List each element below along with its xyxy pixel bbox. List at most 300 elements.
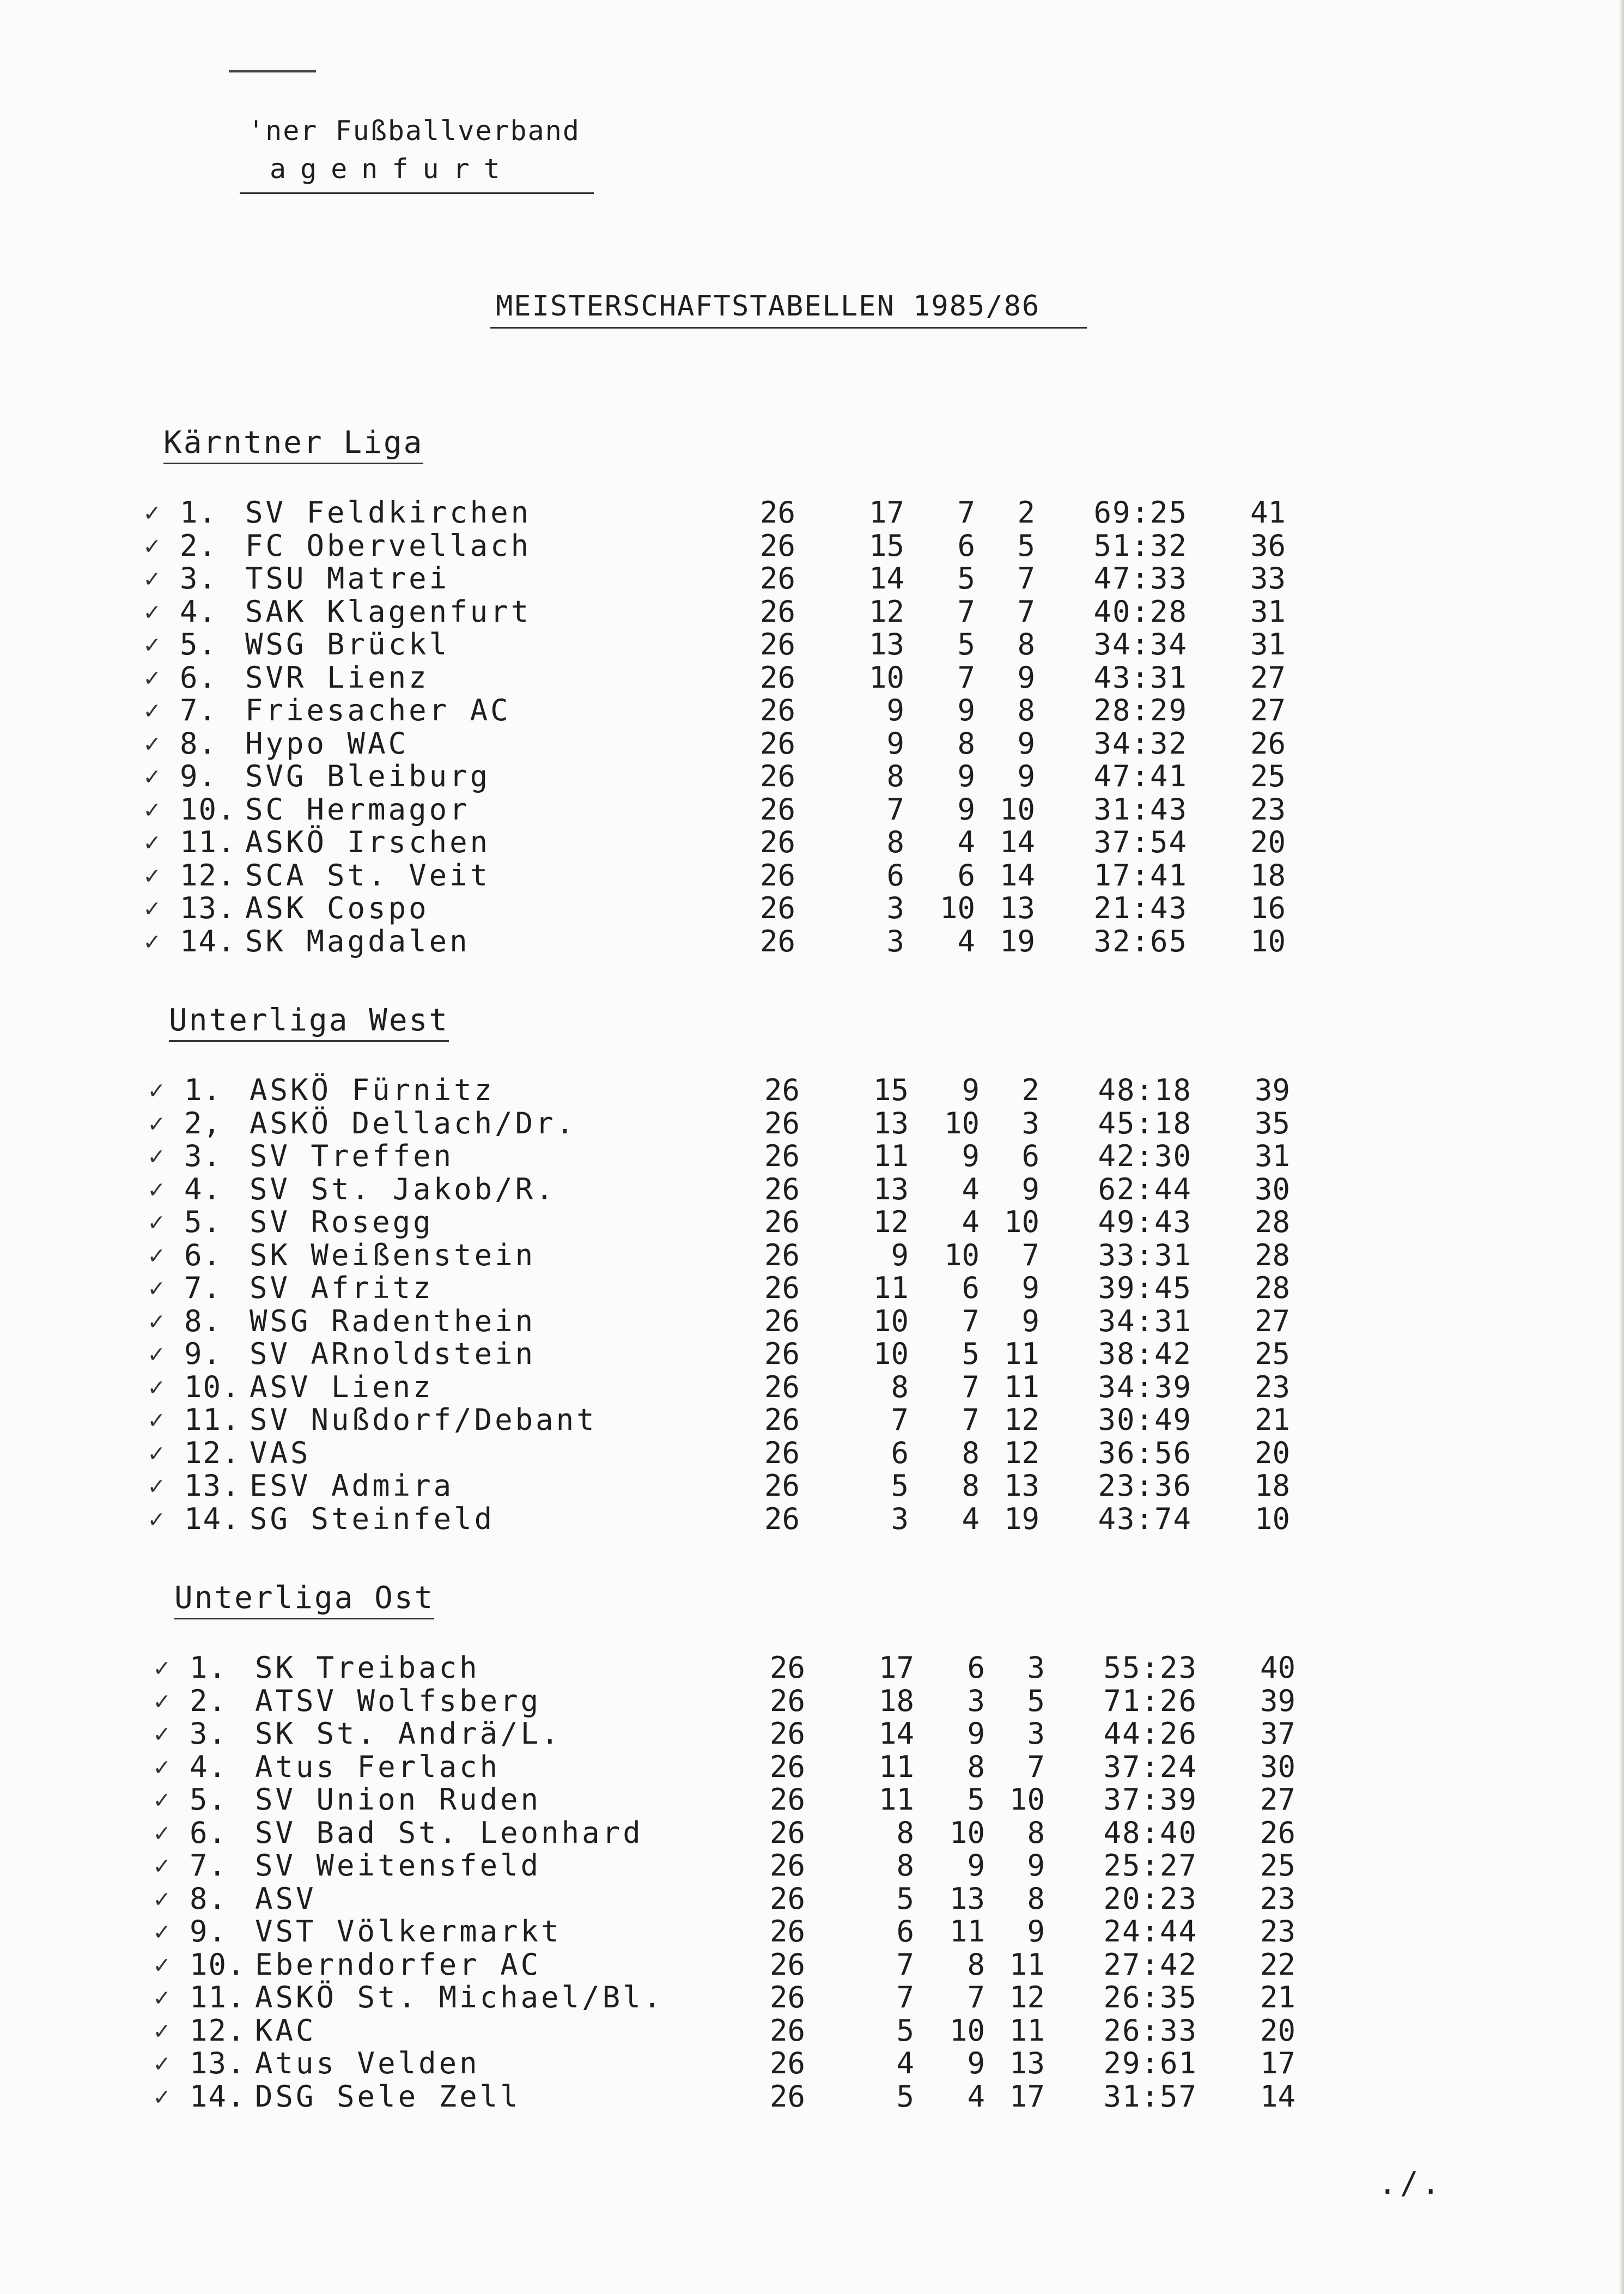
games-played: 26	[764, 1237, 800, 1272]
games-played: 26	[769, 2079, 805, 2114]
table-row	[0, 1073, 1624, 1107]
wins: 8	[896, 1815, 914, 1850]
draws: 7	[962, 1369, 980, 1404]
check-mark-icon: ✓	[149, 1240, 164, 1270]
wins: 11	[878, 1749, 914, 1784]
draws: 9	[957, 693, 975, 727]
games-played: 26	[759, 627, 795, 662]
wins: 6	[886, 858, 904, 893]
wins: 13	[868, 627, 904, 662]
check-mark-icon: ✓	[144, 563, 160, 593]
wins: 8	[886, 825, 904, 859]
games-played: 26	[759, 858, 795, 893]
games-played: 26	[769, 2046, 805, 2080]
rank: 2.	[180, 528, 218, 563]
table-row	[0, 1717, 1624, 1750]
goal-ratio: 49:43	[1098, 1205, 1192, 1239]
wins: 11	[873, 1139, 909, 1173]
letterhead-line-2: agenfurt	[270, 153, 514, 185]
points: 23	[1260, 1914, 1295, 1949]
wins: 5	[891, 1468, 909, 1503]
rank: 5.	[190, 1782, 228, 1817]
goal-ratio: 37:54	[1093, 825, 1188, 859]
wins: 17	[878, 1650, 914, 1685]
draws: 7	[967, 1980, 985, 2014]
points: 18	[1254, 1468, 1290, 1503]
games-played: 26	[764, 1106, 800, 1140]
rank: 13.	[184, 1468, 241, 1503]
check-mark-icon: ✓	[149, 1339, 164, 1368]
rank: 6.	[180, 660, 218, 695]
losses: 5	[1017, 528, 1035, 563]
goal-ratio: 29:61	[1103, 2046, 1197, 2080]
draws: 9	[957, 792, 975, 827]
losses: 11	[1009, 1947, 1045, 1982]
goal-ratio: 37:39	[1103, 1782, 1197, 1817]
draws: 7	[957, 594, 975, 629]
rank: 1.	[190, 1650, 228, 1685]
check-mark-icon: ✓	[154, 1949, 169, 1979]
team-name: WSG Radenthein	[250, 1303, 536, 1338]
points: 40	[1260, 1650, 1295, 1685]
rank: 13.	[180, 891, 236, 925]
team-name: Atus Ferlach	[255, 1749, 501, 1784]
table-row	[0, 925, 1624, 958]
points: 26	[1250, 726, 1286, 761]
check-mark-icon: ✓	[154, 2081, 169, 2111]
goal-ratio: 30:49	[1098, 1403, 1192, 1437]
games-played: 26	[759, 594, 795, 629]
games-played: 26	[769, 1716, 805, 1751]
table-row	[0, 496, 1624, 529]
check-mark-icon: ✓	[154, 1685, 169, 1715]
losses: 11	[1009, 2013, 1045, 2048]
goal-ratio: 38:42	[1098, 1337, 1192, 1371]
draws: 5	[962, 1337, 980, 1371]
goal-ratio: 34:31	[1098, 1303, 1192, 1338]
draws: 10	[944, 1237, 980, 1272]
goal-ratio: 40:28	[1093, 594, 1188, 629]
losses: 9	[1021, 1271, 1039, 1305]
check-mark-icon: ✓	[144, 695, 160, 725]
losses: 14	[999, 858, 1035, 893]
losses: 8	[1017, 693, 1035, 727]
rank: 4.	[180, 594, 218, 629]
check-mark-icon: ✓	[144, 596, 160, 626]
points: 23	[1254, 1369, 1290, 1404]
games-played: 26	[759, 660, 795, 695]
team-name: DSG Sele Zell	[255, 2079, 521, 2114]
goal-ratio: 48:40	[1103, 1815, 1197, 1850]
table-row	[0, 1436, 1624, 1470]
losses: 12	[1003, 1403, 1039, 1437]
games-played: 26	[764, 1073, 800, 1107]
points: 41	[1250, 495, 1286, 530]
check-mark-icon: ✓	[154, 1883, 169, 1913]
wins: 17	[868, 495, 904, 530]
losses: 13	[999, 891, 1035, 925]
team-name: SV Afritz	[250, 1271, 434, 1305]
goal-ratio: 34:34	[1093, 627, 1188, 662]
table-row	[0, 1403, 1624, 1436]
points: 23	[1250, 792, 1286, 827]
goal-ratio: 24:44	[1103, 1914, 1197, 1949]
draws: 4	[957, 924, 975, 958]
points: 27	[1250, 693, 1286, 727]
rank: 2,	[184, 1106, 222, 1140]
table-row	[0, 2047, 1624, 2080]
section-heading: Unterliga Ost	[174, 1580, 434, 1619]
losses: 12	[1009, 1980, 1045, 2014]
losses: 13	[1009, 2046, 1045, 2080]
draws: 10	[949, 2013, 985, 2048]
check-mark-icon: ✓	[144, 860, 160, 890]
points: 28	[1254, 1205, 1290, 1239]
table-row	[0, 1750, 1624, 1783]
games-played: 26	[769, 2013, 805, 2048]
draws: 6	[957, 858, 975, 893]
table-row	[0, 1107, 1624, 1140]
rank: 10.	[184, 1369, 241, 1404]
rank: 6.	[190, 1815, 228, 1850]
goal-ratio: 43:74	[1098, 1501, 1192, 1536]
rank: 11.	[180, 825, 236, 859]
team-name: SV Union Ruden	[255, 1782, 542, 1817]
wins: 8	[896, 1848, 914, 1883]
check-mark-icon: ✓	[154, 1850, 169, 1880]
rank: 7.	[190, 1848, 228, 1883]
draws: 4	[962, 1172, 980, 1206]
goal-ratio: 25:27	[1103, 1848, 1197, 1883]
goal-ratio: 45:18	[1098, 1106, 1192, 1140]
points: 21	[1254, 1403, 1290, 1437]
team-name: ASV Lienz	[250, 1369, 434, 1404]
check-mark-icon: ✓	[154, 1751, 169, 1781]
points: 10	[1250, 924, 1286, 958]
losses: 19	[1003, 1501, 1039, 1536]
goal-ratio: 44:26	[1103, 1716, 1197, 1751]
games-played: 26	[764, 1271, 800, 1305]
check-mark-icon: ✓	[154, 1719, 169, 1748]
goal-ratio: 28:29	[1093, 693, 1188, 727]
check-mark-icon: ✓	[149, 1174, 164, 1204]
goal-ratio: 26:33	[1103, 2013, 1197, 2048]
losses: 17	[1009, 2079, 1045, 2114]
goal-ratio: 36:56	[1098, 1435, 1192, 1470]
draws: 6	[962, 1271, 980, 1305]
check-mark-icon: ✓	[144, 497, 160, 527]
goal-ratio: 39:45	[1098, 1271, 1192, 1305]
table-row	[0, 661, 1624, 694]
wins: 8	[891, 1369, 909, 1404]
table-row	[0, 529, 1624, 562]
draws: 7	[957, 495, 975, 530]
check-mark-icon: ✓	[149, 1108, 164, 1138]
points: 10	[1254, 1501, 1290, 1536]
rank: 8.	[184, 1303, 222, 1338]
goal-ratio: 47:33	[1093, 561, 1188, 596]
games-played: 26	[769, 1782, 805, 1817]
wins: 5	[896, 2079, 914, 2114]
games-played: 26	[764, 1139, 800, 1173]
goal-ratio: 33:31	[1098, 1237, 1192, 1272]
check-mark-icon: ✓	[144, 629, 160, 659]
team-name: SV Nußdorf/Debant	[250, 1403, 597, 1437]
wins: 7	[886, 792, 904, 827]
table-row	[0, 1882, 1624, 1915]
page-title: MEISTERSCHAFTSTABELLEN 1985/86	[496, 290, 1041, 323]
games-played: 26	[769, 1980, 805, 2014]
goal-ratio: 55:23	[1103, 1650, 1197, 1685]
draws: 8	[962, 1468, 980, 1503]
wins: 9	[886, 726, 904, 761]
draws: 5	[957, 627, 975, 662]
letterhead-underline	[240, 192, 594, 194]
points: 25	[1260, 1848, 1295, 1883]
check-mark-icon: ✓	[144, 926, 160, 956]
draws: 4	[962, 1205, 980, 1239]
rank: 7.	[180, 693, 218, 727]
table-row	[0, 628, 1624, 661]
draws: 8	[967, 1749, 985, 1784]
rank: 12.	[180, 858, 236, 893]
points: 39	[1254, 1073, 1290, 1107]
rank: 3.	[184, 1139, 222, 1173]
team-name: ASV	[255, 1881, 317, 1916]
losses: 9	[1017, 726, 1035, 761]
table-row	[0, 562, 1624, 595]
games-played: 26	[759, 825, 795, 859]
losses: 14	[999, 825, 1035, 859]
team-name: KAC	[255, 2013, 317, 2048]
rank: 1.	[184, 1073, 222, 1107]
team-name: ATSV Wolfsberg	[255, 1683, 542, 1718]
losses: 12	[1003, 1435, 1039, 1470]
draws: 9	[967, 2046, 985, 2080]
wins: 3	[891, 1501, 909, 1536]
rank: 14.	[180, 924, 236, 958]
check-mark-icon: ✓	[149, 1471, 164, 1500]
check-mark-icon: ✓	[144, 893, 160, 923]
check-mark-icon: ✓	[149, 1437, 164, 1467]
rank: 11.	[190, 1980, 246, 2014]
wins: 9	[886, 693, 904, 727]
losses: 8	[1027, 1815, 1045, 1850]
table-row	[0, 1304, 1624, 1338]
check-mark-icon: ✓	[149, 1273, 164, 1302]
games-played: 26	[764, 1403, 800, 1437]
wins: 10	[868, 660, 904, 695]
check-mark-icon: ✓	[149, 1207, 164, 1236]
table-row	[0, 727, 1624, 760]
team-name: SVG Bleiburg	[245, 759, 491, 793]
goal-ratio: 20:23	[1103, 1881, 1197, 1916]
goal-ratio: 26:35	[1103, 1980, 1197, 2014]
points: 27	[1250, 660, 1286, 695]
check-mark-icon: ✓	[144, 761, 160, 791]
wins: 11	[878, 1782, 914, 1817]
check-mark-icon: ✓	[144, 827, 160, 857]
table-row	[0, 1816, 1624, 1849]
check-mark-icon: ✓	[149, 1141, 164, 1170]
wins: 15	[868, 528, 904, 563]
points: 37	[1260, 1716, 1295, 1751]
games-played: 26	[764, 1468, 800, 1503]
wins: 18	[878, 1683, 914, 1718]
team-name: SAK Klagenfurt	[245, 594, 532, 629]
points: 30	[1260, 1749, 1295, 1784]
points: 28	[1254, 1237, 1290, 1272]
check-mark-icon: ✓	[154, 1817, 169, 1847]
rank: 9.	[180, 759, 218, 793]
games-played: 26	[759, 495, 795, 530]
team-name: SK St. Andrä/L.	[255, 1716, 562, 1751]
wins: 4	[896, 2046, 914, 2080]
rank: 10.	[190, 1947, 246, 1982]
team-name: SV Weitensfeld	[255, 1848, 542, 1883]
points: 31	[1250, 594, 1286, 629]
points: 36	[1250, 528, 1286, 563]
draws: 4	[957, 825, 975, 859]
table-row	[0, 2080, 1624, 2113]
goal-ratio: 34:39	[1098, 1369, 1192, 1404]
rank: 10.	[180, 792, 236, 827]
team-name: SV Rosegg	[250, 1205, 434, 1239]
rank: 6.	[184, 1237, 222, 1272]
check-mark-icon: ✓	[149, 1306, 164, 1336]
table-row	[0, 1469, 1624, 1502]
check-mark-icon: ✓	[149, 1075, 164, 1104]
wins: 3	[886, 924, 904, 958]
games-played: 26	[769, 1881, 805, 1916]
goal-ratio: 27:42	[1103, 1947, 1197, 1982]
wins: 15	[873, 1073, 909, 1107]
games-played: 26	[759, 792, 795, 827]
letterhead	[248, 112, 580, 188]
table-row	[0, 1849, 1624, 1882]
rank: 14.	[190, 2079, 246, 2114]
table-row	[0, 1783, 1624, 1816]
team-name: SCA St. Veit	[245, 858, 491, 893]
points: 14	[1260, 2079, 1295, 2114]
games-played: 26	[764, 1369, 800, 1404]
wins: 12	[868, 594, 904, 629]
check-mark-icon: ✓	[154, 2048, 169, 2078]
games-played: 26	[764, 1501, 800, 1536]
table-row	[0, 793, 1624, 826]
table-row	[0, 1684, 1624, 1718]
goal-ratio: 37:24	[1103, 1749, 1197, 1784]
wins: 6	[896, 1914, 914, 1949]
losses: 9	[1021, 1303, 1039, 1338]
games-played: 26	[769, 1815, 805, 1850]
table-row	[0, 1370, 1624, 1404]
rank: 4.	[190, 1749, 228, 1784]
points: 23	[1260, 1881, 1295, 1916]
games-played: 26	[759, 561, 795, 596]
losses: 8	[1017, 627, 1035, 662]
section-heading: Unterliga West	[169, 1003, 449, 1042]
points: 31	[1254, 1139, 1290, 1173]
title-underline	[490, 327, 1087, 329]
losses: 19	[999, 924, 1035, 958]
games-played: 26	[759, 528, 795, 563]
wins: 10	[873, 1303, 909, 1338]
check-mark-icon: ✓	[149, 1405, 164, 1434]
table-row	[0, 760, 1624, 793]
team-name: WSG Brückl	[245, 627, 450, 662]
draws: 9	[967, 1716, 985, 1751]
losses: 11	[1003, 1337, 1039, 1371]
table-row	[0, 1205, 1624, 1239]
draws: 9	[962, 1139, 980, 1173]
rank: 1.	[180, 495, 218, 530]
games-played: 26	[759, 924, 795, 958]
points: 26	[1260, 1815, 1295, 1850]
points: 33	[1250, 561, 1286, 596]
losses: 10	[1003, 1205, 1039, 1239]
team-name: FC Obervellach	[245, 528, 532, 563]
goal-ratio: 31:57	[1103, 2079, 1197, 2114]
table-row	[0, 859, 1624, 892]
points: 21	[1260, 1980, 1295, 2014]
points: 31	[1250, 627, 1286, 662]
table-row	[0, 891, 1624, 925]
table-row	[0, 1139, 1624, 1173]
losses: 8	[1027, 1881, 1045, 1916]
table-row	[0, 1948, 1624, 1981]
goal-ratio: 34:32	[1093, 726, 1188, 761]
losses: 5	[1027, 1683, 1045, 1718]
wins: 6	[891, 1435, 909, 1470]
draws: 7	[962, 1403, 980, 1437]
draws: 7	[962, 1303, 980, 1338]
rank: 12.	[190, 2013, 246, 2048]
rank: 7.	[184, 1271, 222, 1305]
draws: 13	[949, 1881, 985, 1916]
points: 18	[1250, 858, 1286, 893]
wins: 13	[873, 1106, 909, 1140]
losses: 9	[1021, 1172, 1039, 1206]
losses: 2	[1021, 1073, 1039, 1107]
games-played: 26	[769, 1914, 805, 1949]
check-mark-icon: ✓	[154, 1982, 169, 2012]
points: 16	[1250, 891, 1286, 925]
draws: 10	[939, 891, 975, 925]
losses: 3	[1027, 1716, 1045, 1751]
team-name: Friesacher AC	[245, 693, 511, 727]
check-mark-icon: ✓	[149, 1503, 164, 1533]
team-name: TSU Matrei	[245, 561, 450, 596]
goal-ratio: 71:26	[1103, 1683, 1197, 1718]
rank: 13.	[190, 2046, 246, 2080]
check-mark-icon: ✓	[154, 2015, 169, 2045]
rank: 8.	[190, 1881, 228, 1916]
check-mark-icon: ✓	[154, 1653, 169, 1682]
points: 27	[1260, 1782, 1295, 1817]
goal-ratio: 62:44	[1098, 1172, 1192, 1206]
team-name: ESV Admira	[250, 1468, 454, 1503]
team-name: SVR Lienz	[245, 660, 429, 695]
goal-ratio: 43:31	[1093, 660, 1188, 695]
draws: 4	[967, 2079, 985, 2114]
check-mark-icon: ✓	[149, 1371, 164, 1401]
team-name: ASKÖ Dellach/Dr.	[250, 1106, 577, 1140]
wins: 12	[873, 1205, 909, 1239]
team-name: SV Treffen	[250, 1139, 454, 1173]
rank: 5.	[184, 1205, 222, 1239]
draws: 9	[962, 1073, 980, 1107]
